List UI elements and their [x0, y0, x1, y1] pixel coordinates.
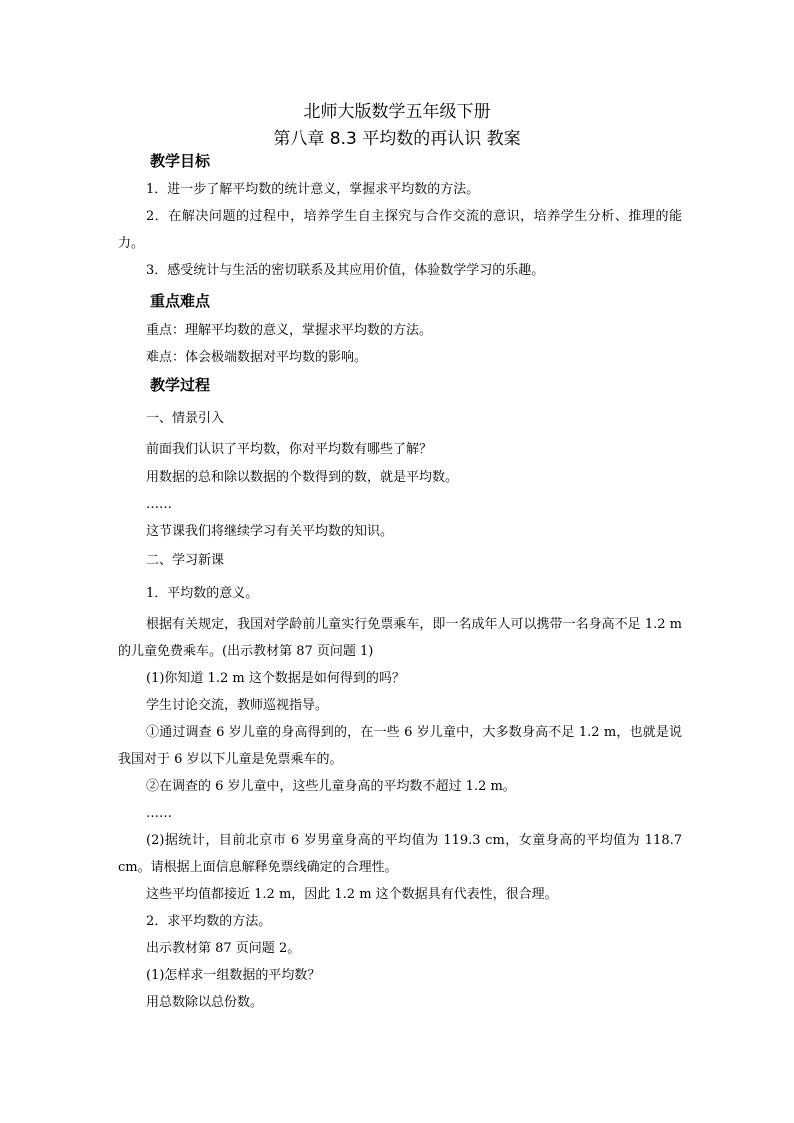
process-paragraph: ①通过调查 6 岁儿童的身高得到的，在一些 6 岁儿童中，大多数身高不足 1.2 m，也就是说我国对于 6 岁以下儿童是免票乘车的。	[118, 725, 682, 767]
objective-item: 1．进一步了解平均数的统计意义，掌握求平均数的方法。	[146, 182, 480, 197]
process-paragraph: 学生讨论交流，教师巡视指导。	[146, 698, 329, 713]
objective-item: 2．在解决问题的过程中，培养学生自主探究与合作交流的意识，培养学生分析、推理的能力。	[118, 209, 682, 251]
key-point-item: 难点：体会极端数据对平均数的影响。	[146, 350, 368, 365]
document-title: 北师大版数学五年级下册	[303, 102, 491, 122]
process-paragraph: 这节课我们将继续学习有关平均数的知识。	[146, 524, 394, 539]
document-subtitle: 第八章 8.3 平均数的再认识 教案	[273, 129, 521, 149]
process-paragraph: 2．求平均数的方法。	[146, 914, 272, 929]
process-paragraph: (1)你知道 1.2 m 这个数据是如何得到的吗？	[146, 671, 405, 686]
process-paragraph: 一、情景引入	[146, 411, 225, 426]
process-paragraph: 前面我们认识了平均数，你对平均数有哪些了解？	[146, 442, 433, 457]
section-heading-objectives: 教学目标	[150, 152, 211, 170]
process-paragraph: 二、学习新课	[146, 553, 225, 568]
process-paragraph: 用数据的总和除以数据的个数得到的数，就是平均数。	[146, 470, 459, 485]
section-heading-key-points: 重点难点	[150, 292, 211, 310]
process-paragraph: 出示教材第 87 页问题 2。	[146, 941, 301, 956]
process-paragraph: 用总数除以总份数。	[146, 995, 264, 1010]
process-paragraph: ……	[146, 806, 172, 821]
section-heading-process: 教学过程	[150, 376, 211, 394]
process-paragraph: ……	[146, 497, 172, 512]
process-paragraph: (2)据统计，目前北京市 6 岁男童身高的平均值为 119.3 cm，女童身高的平均值为 118.7 cm。请根据上面信息解释免票线确定的合理性。	[118, 833, 682, 875]
process-paragraph: 1．平均数的意义。	[146, 586, 259, 601]
key-point-item: 重点：理解平均数的意义，掌握求平均数的方法。	[146, 323, 433, 338]
process-paragraph: 根据有关规定，我国对学龄前儿童实行免票乘车，即一名成年人可以携带一名身高不足 1.2 m 的儿童免费乘车。(出示教材第 87 页问题 1)	[118, 617, 682, 659]
objective-item: 3．感受统计与生活的密切联系及其应用价值，体验数学学习的乐趣。	[146, 263, 545, 278]
process-paragraph: (1)怎样求一组数据的平均数？	[146, 968, 321, 983]
process-paragraph: ②在调查的 6 岁儿童中，这些儿童身高的平均数不超过 1.2 m。	[146, 779, 516, 794]
process-paragraph: 这些平均值都接近 1.2 m，因此 1.2 m 这个数据具有代表性，很合理。	[146, 887, 558, 902]
